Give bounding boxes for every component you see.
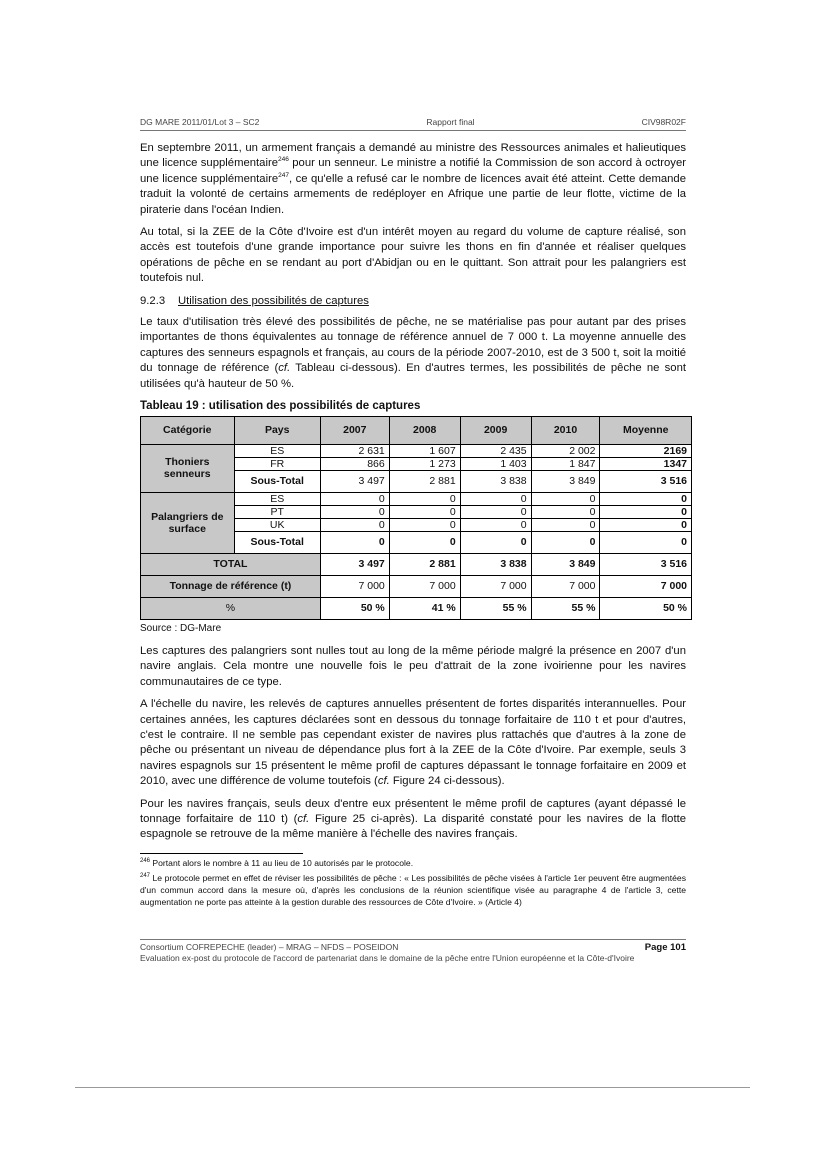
page-footer xyxy=(140,939,686,964)
table-row-subtotal: Sous-Total 3 497 2 881 3 838 3 849 3 516 xyxy=(141,470,692,492)
paragraph-4: Les captures des palangriers sont nulles tout au long de la même période malgré la présence en 2007 d'un navire anglais. Cela montre une nouvelle fois le peu d'attrait de la zone ivoirienne pour les navires communautaires de ce type. xyxy=(140,644,686,688)
footer-consortium: Consortium COFREPECHE (leader) – MRAG – NFDS – POSEIDON xyxy=(140,942,399,952)
col-header: 2009 xyxy=(460,416,531,444)
table-caption: Tableau 19 : utilisation des possibilités de captures xyxy=(140,400,421,413)
footnote-247: $^{247}$ Le protocole permet en effet de réviser les possibilités de pêche : « Les possibilités de pêche visées à l'article 1er peuvent être augmentées d'un commun accord dans la mesure où, d'après les conclusions de la réunion scientifique visée au paragraphe 4 de l'article 3, cette augmentation ne porte pas atteinte à la gestion durable des ressources de Côte d'Ivoire. » (Article 4) xyxy=(140,872,686,907)
page-number: Page 101 xyxy=(644,942,686,953)
col-header: 2010 xyxy=(531,416,600,444)
table-row-reference: Tonnage de référence (t) 7 000 7 000 7 000 7 000 7 000 xyxy=(141,575,692,597)
header-left: DG MARE 2011/01/Lot 3 – SC2 xyxy=(140,117,260,127)
paragraph-3: Le taux d'utilisation très élevé des possibilités de pêche, ne se matérialise pas pour autant par des prises importantes de thons équivalentes au tonnage de référence annuel de 7 000 t. La moyenne annuelle des captures des senneurs espagnols et français, au cours de la période 2007-2010, est de 3 500 t, soit la moitié du tonnage de référence (cf. Tableau ci-dessous). En d'autres termes, les possibilités de pêche ne sont utilisées qu'à hauteur de 50 %. xyxy=(140,316,686,390)
footnote-separator xyxy=(140,853,303,854)
table-row-total: TOTAL 3 497 2 881 3 838 3 849 3 516 xyxy=(141,553,692,575)
table-row: Palangriers de surface ES 0 0 0 0 0 xyxy=(141,492,692,505)
section-heading xyxy=(140,294,686,309)
table-row-subtotal: Sous-Total 0 0 0 0 0 xyxy=(141,531,692,553)
col-header: 2008 xyxy=(389,416,460,444)
col-header: Catégorie xyxy=(141,416,235,444)
footnote-246: $^{246}$ Portant alors le nombre à 11 au lieu de 10 autorisés par le protocole. xyxy=(140,857,414,868)
col-header: Moyenne xyxy=(600,416,692,444)
header-right: CIV98R02F xyxy=(641,117,686,127)
paragraph-6: Pour les navires français, seuls deux d'entre eux présentent le même profil de captures (ayant dépassé le tonnage forfaitaire de 110 t) (cf. Figure 25 ci-après). La disparité constaté pour les navires de la flotte espagnole se retrouve de la même manière à l'échelle des navires français. xyxy=(140,797,687,841)
paragraph-1: En septembre 2011, un armement français a demandé au ministre des Ressources animales et halieutiques une licence supplémentaire$^{246}$ pour un senneur. Le ministre a notifié la Commission de son accord à octroyer une licence supplémentaire$^{247}$, ce qu'elle a refusé car le nombre de licences avait été atteint. Cette demande traduit la volonté de certains armements de redéployer en Afrique une partie de leur flotte, victime de la piraterie dans l'océan Indien. xyxy=(140,142,686,216)
header-center: Rapport final xyxy=(426,117,475,127)
table-source: Source : DG-Mare xyxy=(140,622,222,634)
col-header: Pays xyxy=(234,416,320,444)
section-title: Utilisation des possibilités de captures xyxy=(178,294,369,307)
paragraph-2: Au total, si la ZEE de la Côte d'Ivoire est d'un intérêt moyen au regard du volume de capture réalisé, son accès est toutefois d'une grande importance pour suivre les thons en fin d'année et réaliser quelques opérations de pêche en se rendant au port d'Abidjan ou en le quittant. Son attrait pour les palangriers est toutefois nul. xyxy=(140,226,686,285)
table-row: FR 866 1 273 1 403 1 847 1347 xyxy=(141,457,692,470)
table-row-percent: % 50 % 41 % 55 % 55 % 50 % xyxy=(141,597,692,619)
table-row: UK 0 0 0 0 0 xyxy=(141,518,692,531)
footnote-ref-247[interactable]: 247 xyxy=(278,172,289,180)
footer-subtitle: Evaluation ex-post du protocole de l'accord de partenariat dans le domaine de la pêche entre l'Union européenne et la Côte-d'Ivoire xyxy=(140,953,635,963)
captures-table xyxy=(140,416,692,620)
page-body xyxy=(140,141,686,908)
section-number: 9.2.3 xyxy=(140,294,166,307)
group-cell-palangriers: Palangriers de surface xyxy=(141,492,235,553)
page-header xyxy=(140,117,686,131)
table-row: Thoniers senneurs ES 2 631 1 607 2 435 2 002 2169 xyxy=(141,444,692,457)
table-row: PT 0 0 0 0 0 xyxy=(141,505,692,518)
paragraph-5: A l'échelle du navire, les relevés de captures annuelles présentent de fortes disparités interannuelles. Pour certaines années, les captures déclarées sont en dessous du tonnage forfaitaire de 110 t et pour d'autres, c'est le contraire. Il ne semble pas cependant exister de navires plus rattachés que d'autres à la zone de pêche ou présentant un niveau de dépendance plus fort à la ZEE de la Côte d'Ivoire. Par exemple, seuls 3 navires espagnols sur 15 présentent le même profil de captures dépassant le tonnage forfaitaire en 2009 et 2010, avec une différence de volume toutefois (cf. Figure 24 ci-dessous). xyxy=(140,698,686,788)
col-header: 2007 xyxy=(320,416,389,444)
group-cell-senneurs: Thoniers senneurs xyxy=(141,444,235,492)
table-header-row xyxy=(141,416,692,444)
bottom-divider xyxy=(75,1087,750,1088)
footnote-ref-246[interactable]: 246 xyxy=(278,156,289,164)
